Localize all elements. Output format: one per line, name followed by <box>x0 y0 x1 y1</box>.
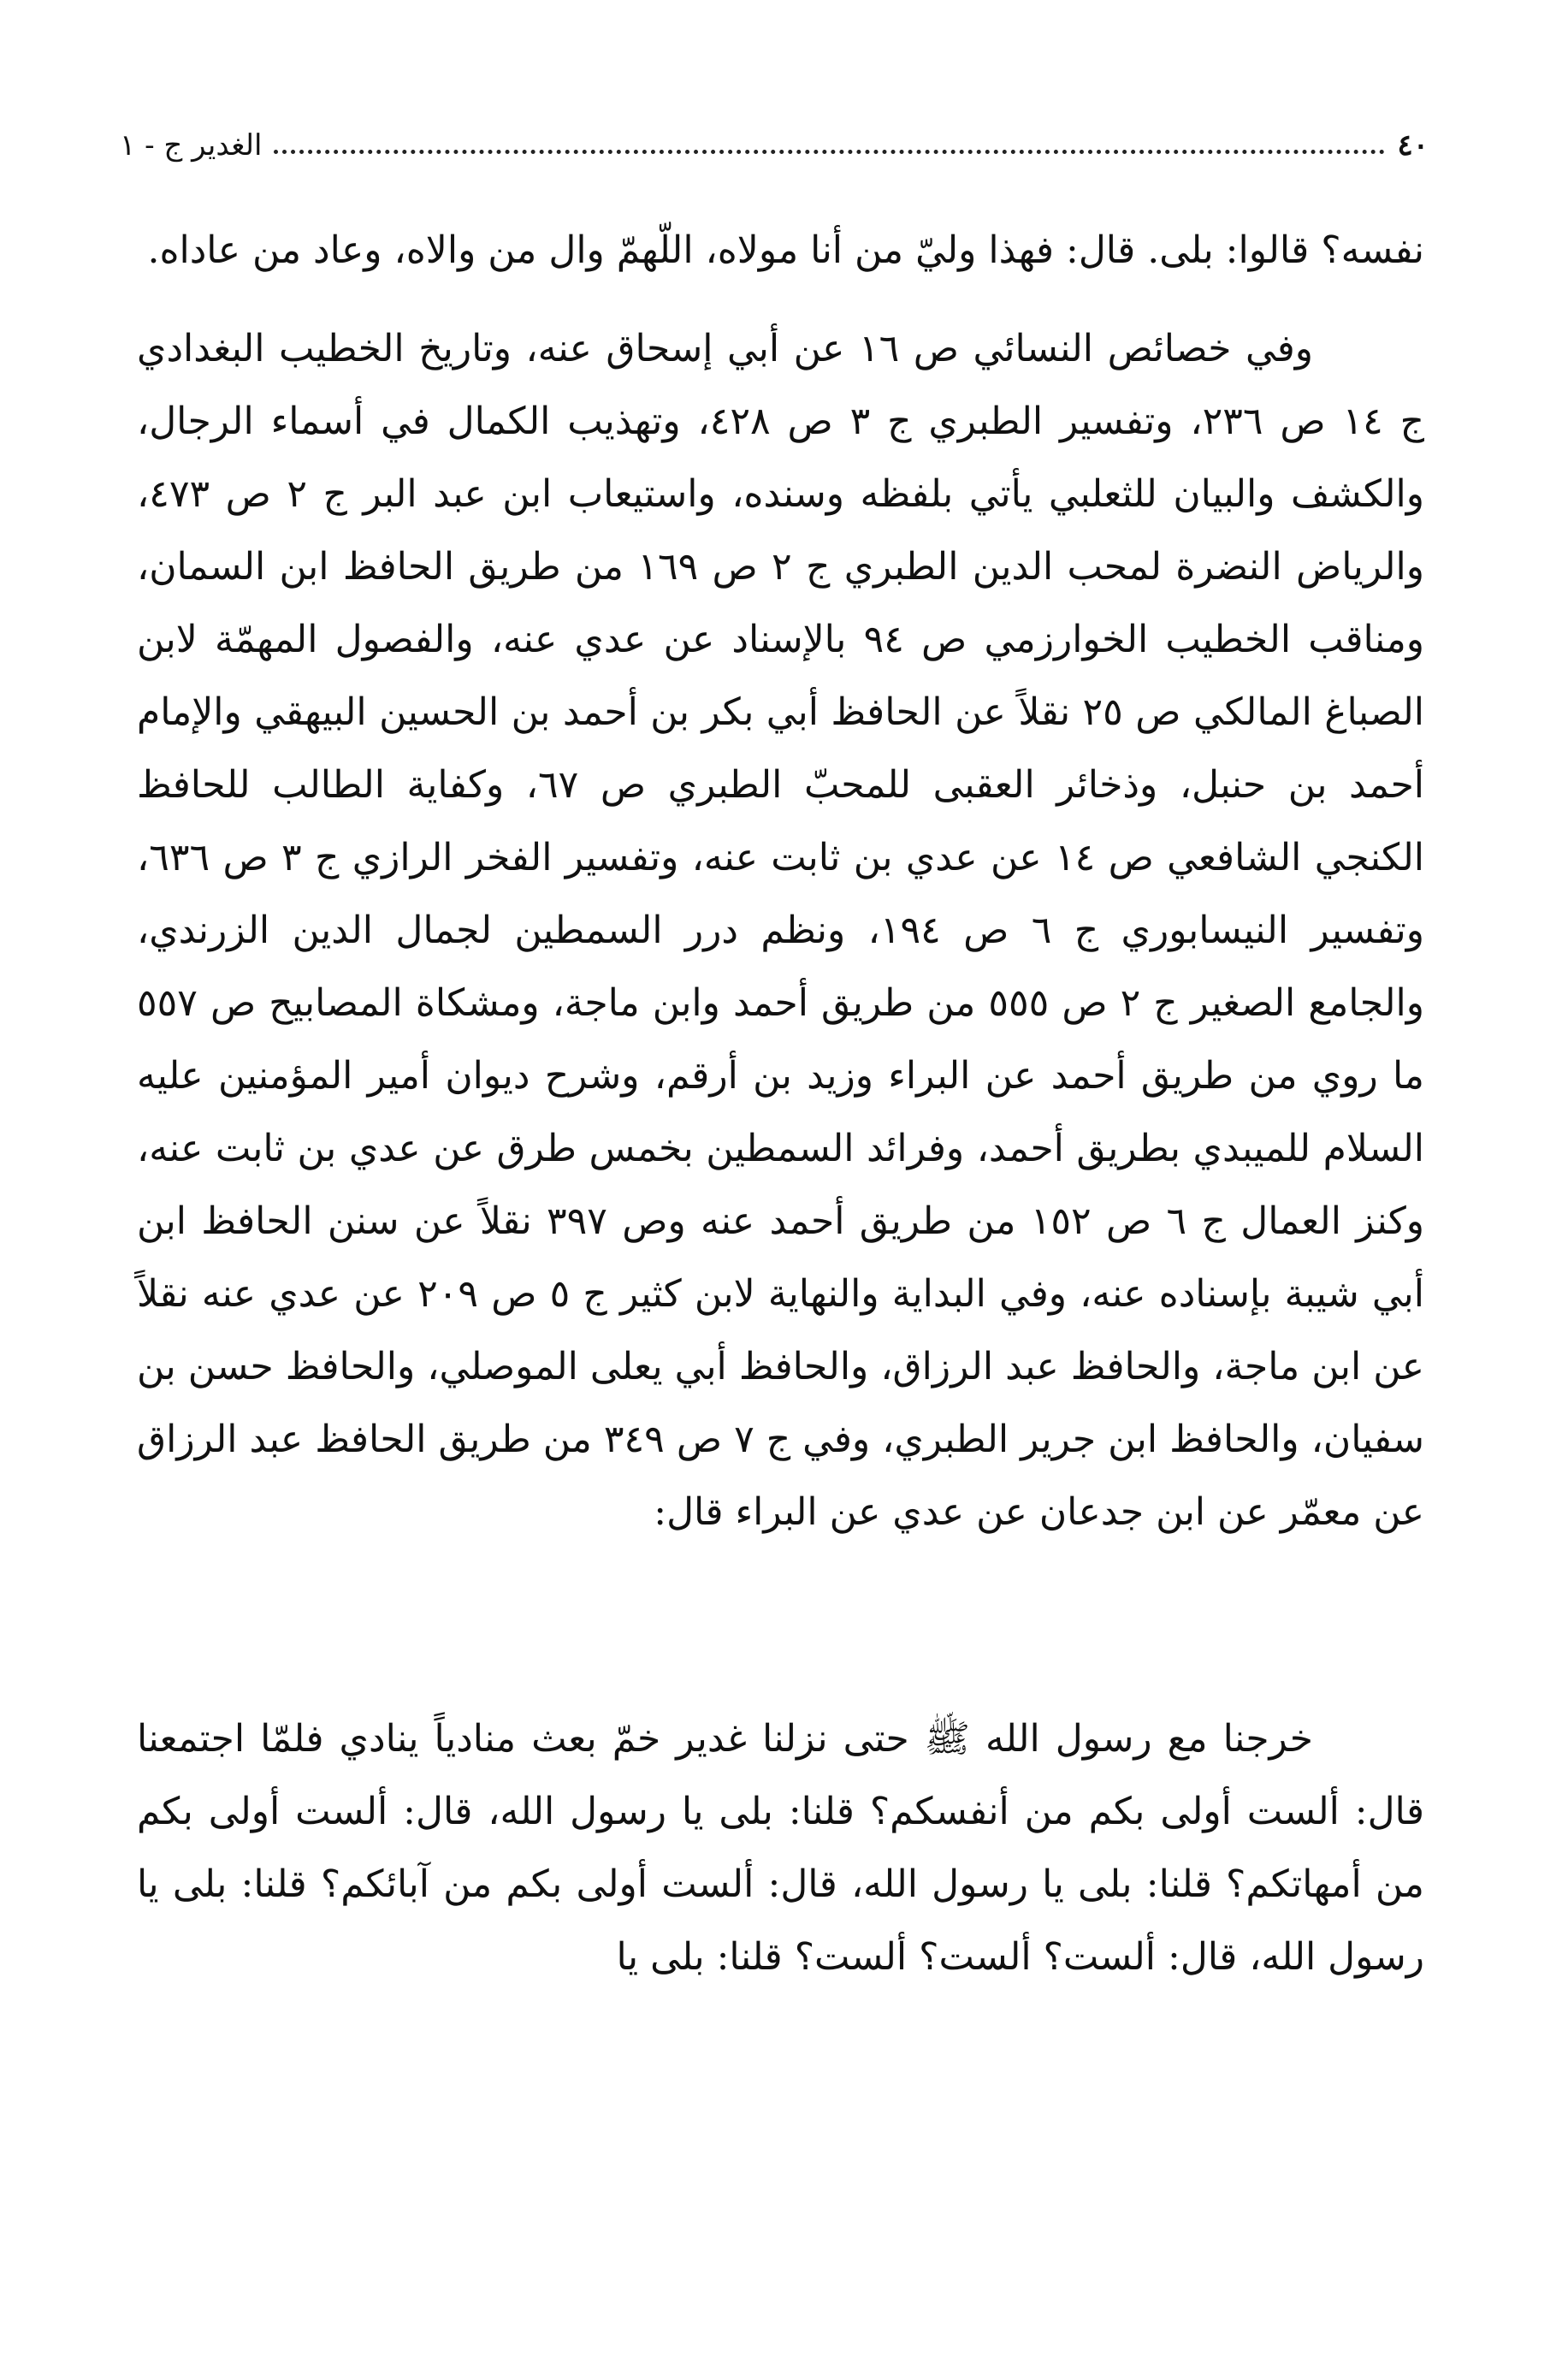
dotted-leader <box>274 150 1385 154</box>
paragraph-gap <box>137 287 1424 312</box>
paragraph-quotation: خرجنا مع رسول الله ﷺ حتى نزلنا غدير خمّ بعث منادياً ينادي فلمّا اجتمعنا قال: ألست أولى بكم من أنفسكم؟ قلنا: بلى يا رسول الله، قال: ألست أولى بكم من أمهاتكم؟ قلنا: بلى يا رسول الله، قال: ألست أولى بكم من آبائكم؟ قلنا: بلى يا رسول الله، قال: ألست؟ ألست؟ ألست؟ قلنا: بلى يا <box>137 1717 1424 1979</box>
page-body <box>137 214 1424 1993</box>
page-number: ٤٠ <box>1397 128 1429 163</box>
paragraph-continuation: نفسه؟ قالوا: بلى. قال: فهذا وليّ من أنا مولاه، اللّهمّ وال من والاه، وعاد من عاداه. <box>147 228 1424 272</box>
paragraph-sources: وفي خصائص النسائي ص ١٦ عن أبي إسحاق عنه، وتاريخ الخطيب البغدادي ج ١٤ ص ٢٣٦، وتفسير الطبري ج ٣ ص ٤٢٨، وتهذيب الكمال في أسماء الرجال، والكشف والبيان للثعلبي يأتي بلفظه وسنده، واستيعاب ابن عبد البر ج ٢ ص ٤٧٣، والرياض النضرة لمحب الدين الطبري ج ٢ ص ١٦٩ من طريق الحافظ ابن السمان، ومناقب الخطيب الخوارزمي ص ٩٤ بالإسناد عن عدي عنه، والفصول المهمّة لابن الصباغ المالكي ص ٢٥ نقلاً عن الحافظ أبي بكر بن أحمد بن الحسين البيهقي والإمام أحمد بن حنبل، وذخائر العقبى للمحبّ الطبري ص ٦٧، وكفاية الطالب للحافظ الكنجي الشافعي ص ١٤ عن عدي بن ثابت عنه، وتفسير الفخر الرازي ج ٣ ص ٦٣٦، وتفسير النيسابوري ج ٦ ص ١٩٤، ونظم درر السمطين لجمال الدين الزرندي، والجامع الصغير ج ٢ ص ٥٥٥ من طريق أحمد وابن ماجة، ومشكاة المصابيح ص ٥٥٧ ما روي من طريق أحمد عن البراء وزيد بن أرقم، وشرح ديوان أمير المؤمنين عليه السلام للميبدي بطريق أحمد، وفرائد السمطين بخمس طرق عن عدي بن ثابت عنه، وكنز العمال ج ٦ ص ١٥٢ من طريق أحمد عنه وص ٣٩٧ نقلاً عن سنن الحافظ ابن أبي شيبة بإسناده عنه، وفي البداية والنهاية لابن كثير ج ٥ ص ٢٠٩ عن عدي عنه نقلاً عن ابن ماجة، والحافظ عبد الرزاق، والحافظ أبي يعلى الموصلي، والحافظ حسن بن سفيان، والحافظ ابن جرير الطبري، وفي ج ٧ ص ٣٤٩ من طريق الحافظ عبد الرزاق عن معمّر عن ابن جدعان عن عدي عن البراء قال: <box>137 327 1425 1534</box>
running-title: الغدير ج - ١ <box>120 128 263 163</box>
running-header <box>120 120 1429 171</box>
section-gap <box>137 1548 1424 1702</box>
